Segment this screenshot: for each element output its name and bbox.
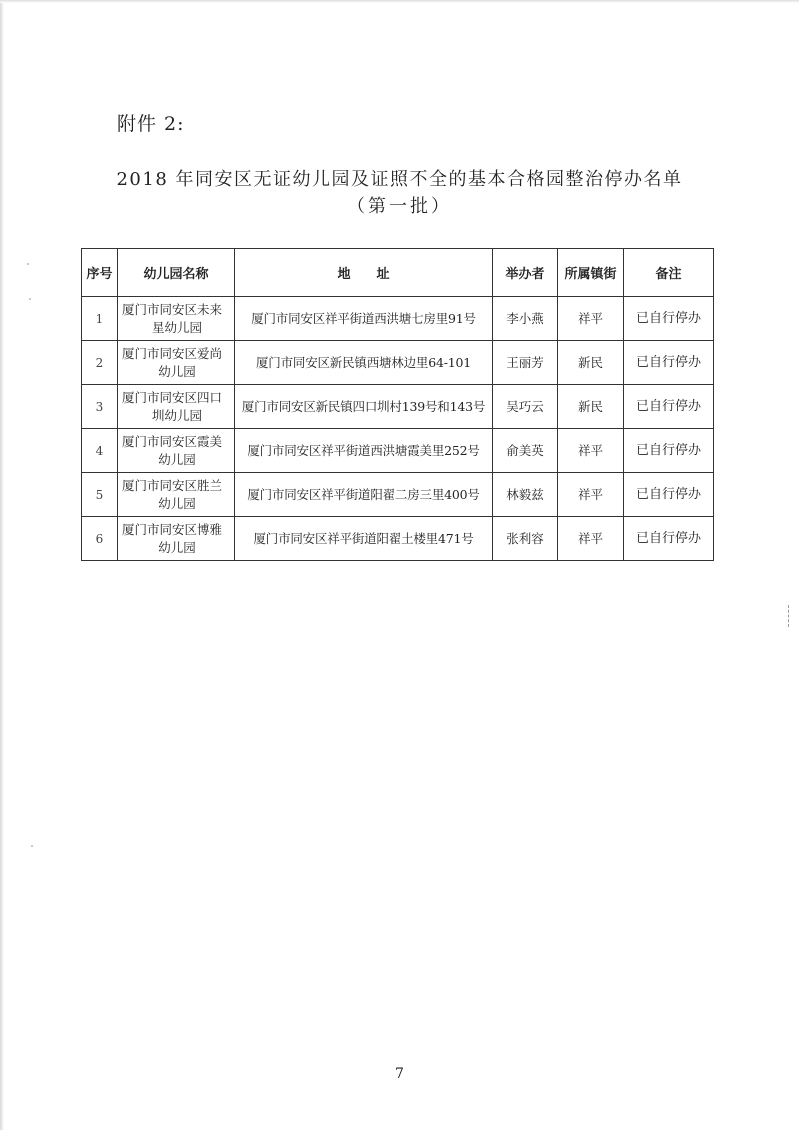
header-organizer: 举办者	[493, 249, 558, 297]
name-line-1: 厦门市同安区博雅	[122, 521, 223, 537]
header-subdistrict: 所属镇街	[558, 249, 624, 297]
header-address: 地 址	[235, 249, 493, 297]
table-row	[82, 297, 714, 341]
cell-organizer: 林毅兹	[493, 473, 558, 517]
cell-seq: 2	[82, 341, 118, 385]
cell-name	[118, 429, 235, 473]
scan-speck	[29, 298, 31, 300]
table-row	[82, 429, 714, 473]
cell-subdistrict: 新民	[558, 385, 624, 429]
name-line-2: 星幼儿园	[151, 319, 202, 335]
table-header-row	[82, 249, 714, 297]
cell-name	[118, 341, 235, 385]
cell-note: 已自行停办	[624, 297, 714, 341]
name-line-2: 幼儿园	[158, 539, 196, 555]
cell-name	[118, 385, 235, 429]
cell-seq: 4	[82, 429, 118, 473]
cell-note: 已自行停办	[624, 429, 714, 473]
cell-subdistrict: 祥平	[558, 473, 624, 517]
cell-note: 已自行停办	[624, 385, 714, 429]
cell-seq: 5	[82, 473, 118, 517]
cell-address: 厦门市同安区祥平街道西洪塘七房里91号	[235, 297, 493, 341]
cell-name	[118, 517, 235, 561]
table-row	[82, 385, 714, 429]
name-line-1: 厦门市同安区未来	[122, 301, 223, 317]
header-name: 幼儿园名称	[118, 249, 235, 297]
name-line-1: 厦门市同安区胜兰	[122, 477, 223, 493]
cell-seq: 1	[82, 297, 118, 341]
document-subtitle: （第一批）	[347, 196, 452, 217]
name-line-2: 幼儿园	[158, 495, 196, 511]
scan-speck	[31, 845, 33, 847]
cell-address: 厦门市同安区祥平街道西洪塘霞美里252号	[235, 429, 493, 473]
cell-seq: 3	[82, 385, 118, 429]
cell-note: 已自行停办	[624, 341, 714, 385]
cell-address: 厦门市同安区新民镇西塘林边里64-101	[235, 341, 493, 385]
document-title: 2018 年同安区无证幼儿园及证照不全的基本合格园整治停办名单	[116, 169, 683, 190]
scan-top-edge	[0, 0, 799, 3]
cell-note: 已自行停办	[624, 473, 714, 517]
cell-organizer: 吴巧云	[493, 385, 558, 429]
scan-speck	[27, 263, 29, 265]
cell-note: 已自行停办	[624, 517, 714, 561]
header-note: 备注	[624, 249, 714, 297]
table-row	[82, 341, 714, 385]
name-line-1: 厦门市同安区四口	[122, 389, 223, 405]
name-line-1: 厦门市同安区霞美	[122, 433, 223, 449]
kindergarten-closure-table	[81, 248, 714, 561]
table-row	[82, 517, 714, 561]
name-line-2: 圳幼儿园	[151, 407, 202, 423]
cell-address: 厦门市同安区祥平街道阳翟土楼里471号	[235, 517, 493, 561]
cell-organizer: 王丽芳	[493, 341, 558, 385]
name-line-2: 幼儿园	[158, 363, 196, 379]
table-row	[82, 473, 714, 517]
cell-address: 厦门市同安区新民镇四口圳村139号和143号	[235, 385, 493, 429]
cell-subdistrict: 祥平	[558, 429, 624, 473]
cell-subdistrict: 新民	[558, 341, 624, 385]
name-line-2: 幼儿园	[158, 451, 196, 467]
cell-name	[118, 297, 235, 341]
scan-side-mark	[788, 605, 792, 627]
cell-subdistrict: 祥平	[558, 297, 624, 341]
cell-organizer: 李小燕	[493, 297, 558, 341]
cell-name	[118, 473, 235, 517]
cell-subdistrict: 祥平	[558, 517, 624, 561]
cell-organizer: 张利容	[493, 517, 558, 561]
cell-seq: 6	[82, 517, 118, 561]
cell-address: 厦门市同安区祥平街道阳翟二房三里400号	[235, 473, 493, 517]
name-line-1: 厦门市同安区爱尚	[122, 345, 223, 361]
cell-organizer: 俞美英	[493, 429, 558, 473]
page-number: 7	[395, 1066, 404, 1082]
attachment-label: 附件 2:	[117, 113, 185, 135]
header-seq: 序号	[82, 249, 118, 297]
